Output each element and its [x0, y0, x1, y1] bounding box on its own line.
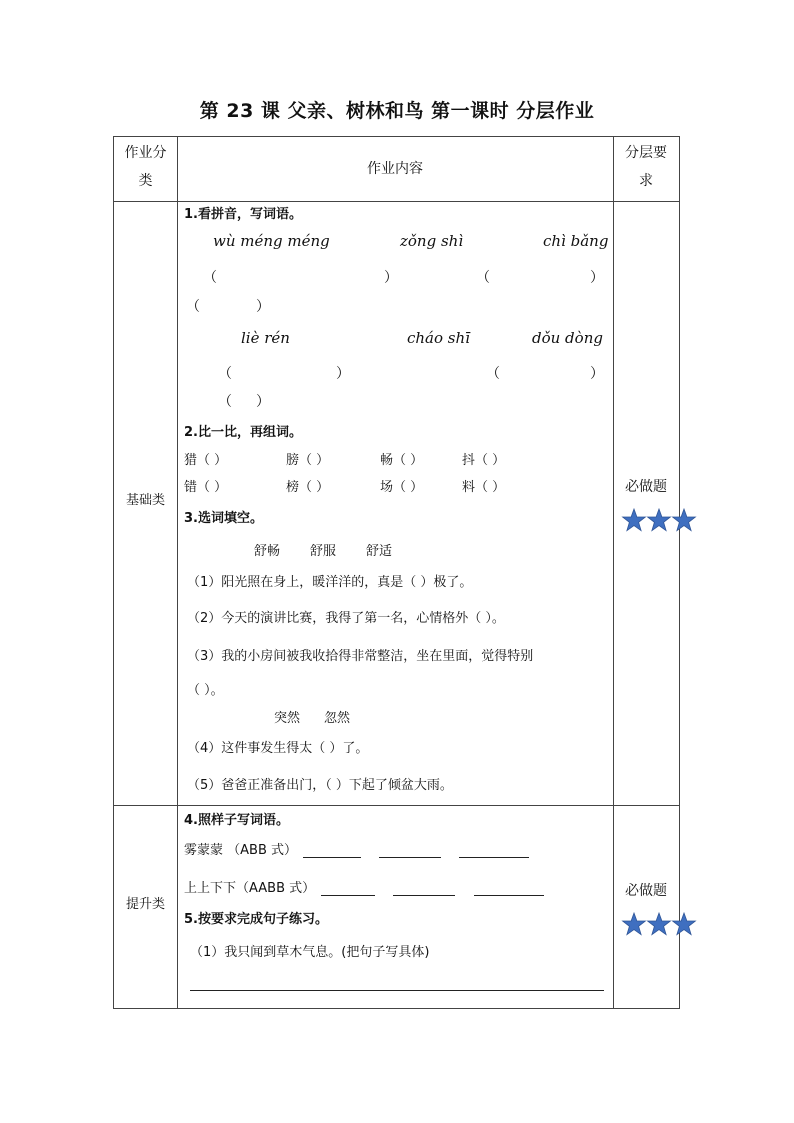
rating-stars-advanced: [621, 911, 699, 939]
q4-title: 4.照样子写词语。: [184, 813, 289, 828]
compare-item: 猎（ ）: [184, 453, 228, 468]
compare-item: 膀（ ）: [286, 453, 330, 468]
answer-line[interactable]: [190, 990, 604, 991]
answer-line[interactable]: [459, 843, 529, 858]
star-icon: [648, 509, 671, 531]
sentence-q5-1: （1）我只闻到草木气息。(把句子写具体): [190, 945, 430, 960]
answer-paren: （: [218, 366, 232, 382]
answer-line[interactable]: [379, 843, 441, 858]
row-divider: [114, 201, 679, 202]
answer-paren: （: [203, 270, 217, 286]
star-icon: [673, 913, 696, 935]
word-option: 舒服: [310, 544, 337, 559]
row-divider: [114, 805, 679, 806]
example-abb: [184, 839, 529, 858]
answer-line[interactable]: [393, 881, 455, 896]
header-category: [114, 139, 177, 195]
pinyin-6: dǒu dòng: [532, 329, 603, 347]
q5-title: 5.按要求完成句子练习。: [184, 912, 328, 927]
star-icon: [673, 509, 696, 531]
example-aabb-label: 上上下下（AABB 式）: [184, 881, 316, 896]
header-requirement: [613, 139, 679, 195]
star-icon: [648, 913, 671, 935]
compare-item: 场（ ）: [380, 480, 424, 495]
answer-paren: ）: [336, 366, 350, 382]
answer-paren: ）: [256, 299, 270, 315]
star-icon: [623, 509, 646, 531]
sentence-4: （4）这件事发生得太（ ）了。: [187, 741, 369, 756]
compare-item: 料（ ）: [462, 480, 506, 495]
word-option: 忽然: [324, 711, 351, 726]
answer-line[interactable]: [303, 843, 361, 858]
word-option: 舒畅: [254, 544, 281, 559]
header-content: 作业内容: [367, 161, 423, 177]
sentence-2: （2）今天的演讲比赛，我得了第一名，心情格外（ ）。: [187, 611, 505, 626]
requirement-basic: 必做题: [625, 479, 667, 495]
word-option: 突然: [274, 711, 301, 726]
answer-paren: （: [486, 366, 500, 382]
pinyin-2: zǒng shì: [400, 232, 464, 250]
example-aabb: [184, 877, 544, 896]
category-basic: 基础类: [125, 493, 165, 508]
example-abb-label: 雾蒙蒙 （ABB 式）: [184, 843, 297, 858]
answer-paren: ）: [590, 270, 604, 286]
compare-item: 抖（ ）: [462, 453, 506, 468]
sentence-1: （1）阳光照在身上，暖洋洋的，真是（ ）极了。: [187, 575, 473, 590]
star-icon: [623, 913, 646, 935]
header-category-label: 作业分类: [124, 145, 167, 189]
answer-paren: （: [476, 270, 490, 286]
pinyin-1: wù méng méng: [213, 232, 330, 250]
page-title: 第 23 课 父亲、树林和鸟 第一课时 分层作业: [199, 100, 595, 122]
q2-title: 2.比一比，再组词。: [184, 425, 302, 440]
compare-item: 错（ ）: [184, 480, 228, 495]
compare-item: 畅（ ）: [380, 453, 424, 468]
answer-paren: （: [218, 394, 232, 410]
category-advanced: 提升类: [125, 897, 165, 912]
sentence-5: （5）爸爸正准备出门，（ ）下起了倾盆大雨。: [187, 778, 453, 793]
pinyin-5: cháo shī: [407, 329, 470, 347]
q3-title: 3.选词填空。: [184, 511, 263, 526]
answer-paren: ）: [256, 394, 270, 410]
q1-title: 1.看拼音，写词语。: [184, 207, 302, 222]
header-requirement-label: 分层要求: [625, 145, 667, 189]
answer-paren: ）: [590, 366, 604, 382]
pinyin-3: chì bǎng: [543, 232, 609, 250]
answer-paren: （: [186, 299, 200, 315]
sentence-3: （3）我的小房间被我收拾得非常整洁，坐在里面，觉得特别: [187, 649, 534, 664]
rating-stars-basic: [621, 507, 699, 535]
answer-line[interactable]: [321, 881, 375, 896]
word-option: 舒适: [366, 544, 393, 559]
column-divider: [177, 137, 178, 1008]
pinyin-4: liè rén: [241, 329, 290, 347]
requirement-advanced: 必做题: [625, 883, 667, 899]
answer-line[interactable]: [474, 881, 544, 896]
answer-paren: ）: [384, 270, 398, 286]
compare-item: 榜（ ）: [286, 480, 330, 495]
sentence-3-cont: （ ）。: [187, 683, 224, 698]
